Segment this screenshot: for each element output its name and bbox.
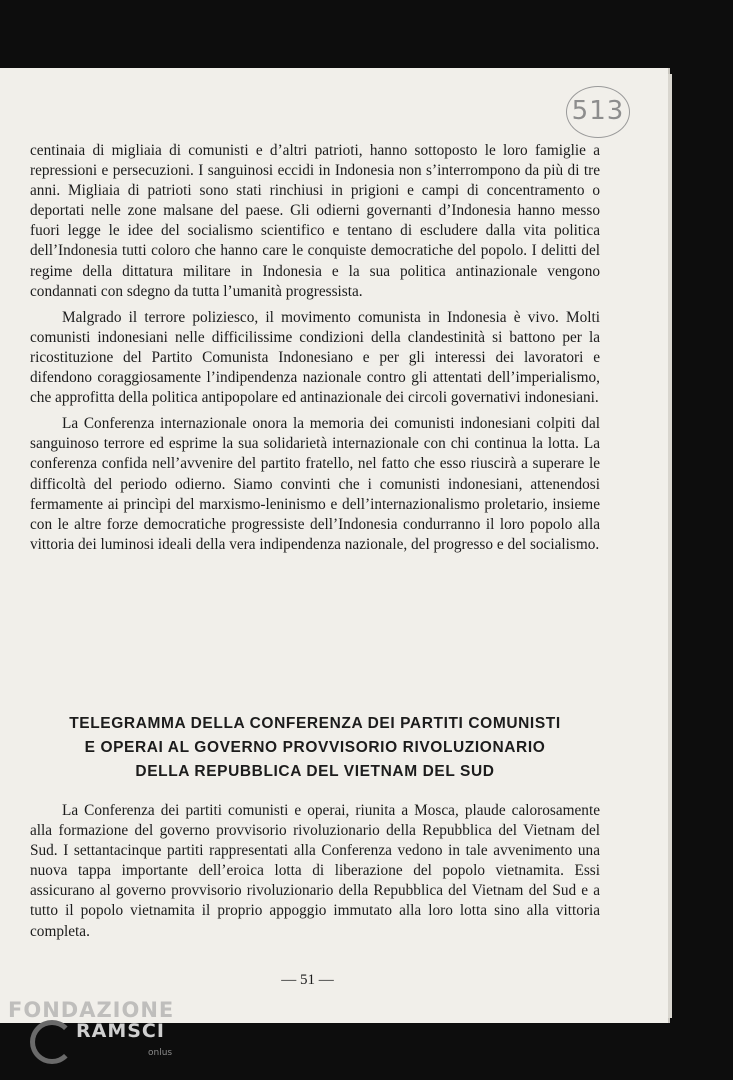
heading-line: TELEGRAMMA DELLA CONFERENZA DEI PARTITI COMUNISTI bbox=[69, 715, 561, 732]
handwritten-page-annotation: 513 bbox=[566, 86, 630, 138]
watermark-line: FONDAZIONE bbox=[8, 998, 175, 1022]
body-text-top bbox=[30, 141, 600, 561]
paragraph: La Conferenza dei partiti comunisti e operai, riunita a Mosca, plaude calorosamente alla formazione del governo provvisorio rivoluzionario della Repubblica del Vietnam del Sud. I settantacinque partiti rappresentati alla Conferenza vedono in tale avvenimento una nuova tappa importante dell’eroica lotta di liberazione del popolo vietnamita. Essi assicurano al governo provvisorio rivoluzionario della Repubblica del Vietnam del Sud e a tutto il popolo vietnamita il proprio appoggio immutato alla loro lotta sino alla vittoria completa. bbox=[30, 802, 600, 940]
watermark-logo bbox=[8, 996, 188, 1076]
heading-line: E OPERAI AL GOVERNO PROVVISORIO RIVOLUZIONARIO bbox=[84, 739, 546, 756]
g-logo-icon bbox=[30, 1020, 74, 1064]
paragraph: centinaia di migliaia di comunisti e d’altri patrioti, hanno sottoposto le loro famiglie a repressioni e persecuzioni. I sanguinosi eccidi in Indonesia non s’interrompono da più di tre anni. Migliaia di patrioti sono stati rinchiusi in prigioni e campi di concentramento o deportati nelle zone malsane del paese. Gli odierni governanti d’Indonesia hanno messo fuori legge le idee del socialismo scientifico e tentano di escludere dalla vita politica dell’Indonesia tutti coloro che hanno care le conquiste democratiche del popolo. I delitti del regime della dittatura militare in Indonesia e la sua politica antinazionale vengono condannati con sdegno da tutta l’umanità progressista. bbox=[30, 142, 600, 300]
paragraph: La Conferenza internazionale onora la memoria dei comunisti indonesiani colpiti dal sanguinoso terrore ed esprime la sua solidarietà internazionale con chi continua la lotta. La conferenza confida nell’avvenire del partito fratello, nel fatto che esso riuscirà a superare le difficoltà del periodo odierno. Siamo convinti che i comunisti indonesiani, attenendosi fermamente ai princìpi del marxismo-leninismo e dell’internazionalismo proletario, insieme con le altre forze democratiche progressiste dell’Indonesia condurranno il loro popolo alla vittoria dei luminosi ideali della vera indipendenza nazionale, del progresso e del socialismo. bbox=[30, 415, 600, 553]
section-heading bbox=[30, 712, 600, 784]
body-text-bottom bbox=[30, 801, 600, 948]
page-number: — 51 — bbox=[281, 972, 334, 988]
paragraph: Malgrado il terrore poliziesco, il movimento comunista in Indonesia è vivo. Molti comunisti indonesiani nelle difficilissime condizioni della clandestinità si battono per la ricostituzione del Partito Comunista Indonesiano e per gli interessi dei lavoratori e difendono coraggiosamente l’indipendenza nazionale contro gli attentati dell’imperialismo, che approfitta della politica antipopolare ed antinazionale dei circoli governativi indonesiani. bbox=[30, 308, 600, 407]
page-edge bbox=[668, 74, 672, 1018]
watermark-line: RAMSCI bbox=[76, 1020, 165, 1042]
watermark-line: onlus bbox=[148, 1048, 173, 1058]
heading-line: DELLA REPUBBLICA DEL VIETNAM DEL SUD bbox=[135, 763, 495, 780]
